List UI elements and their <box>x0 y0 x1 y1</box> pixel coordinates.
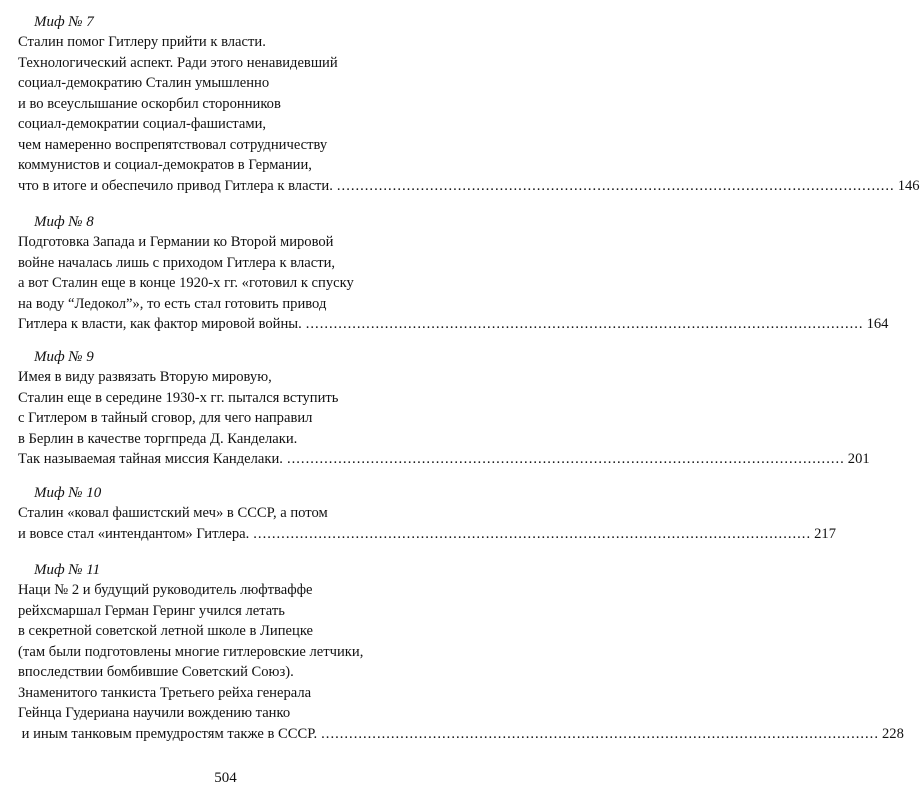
entry-line: Технологический аспект. Ради этого ненавидевший <box>18 54 338 71</box>
toc-entry-myth-7 <box>18 12 920 196</box>
entry-line: чем намеренно воспрепятствовал сотрудничеству <box>18 136 328 153</box>
entry-line: Подготовка Запада и Германии ко Второй мировой <box>18 234 334 250</box>
page-reference: 146 <box>897 177 920 194</box>
entry-line: коммунистов и социал-демократов в Германии, <box>18 157 312 173</box>
page-reference: 201 <box>847 451 870 467</box>
entry-line: Знаменитого танкиста Третьего рейха генерала <box>18 684 312 701</box>
entry-line: Так называемая тайная миссия Канделаки. <box>18 451 283 467</box>
entry-line: войне началась лишь с приходом Гитлера к власти, <box>18 254 336 271</box>
myth-title: Миф № 7 <box>34 14 94 30</box>
myth-title: Миф № 8 <box>34 214 94 230</box>
entry-line: Сталин еще в середине 1930-х гг. пытался вступить <box>18 389 339 406</box>
entry-last-line <box>18 176 920 197</box>
entry-line: и иным танковым премудростям также в СССР. <box>18 725 318 742</box>
entry-line: и во всеуслышание оскорбил сторонников <box>18 95 281 112</box>
toc-entry-myth-11 <box>18 560 904 744</box>
toc-entry-myth-9 <box>18 347 870 470</box>
entry-line: в секретной советской летной школе в Липецке <box>18 623 314 639</box>
entry-line: Гейнца Гудериана научили вождению танко <box>18 705 291 721</box>
dot-leader: ........................................................................................................................ <box>286 451 845 467</box>
entry-line: социал-демократию Сталин умышленно <box>18 75 270 91</box>
dot-leader: ........................................................................................................................ <box>253 525 812 542</box>
page-reference: 164 <box>866 316 889 332</box>
myth-title: Миф № 11 <box>34 562 101 578</box>
dot-leader: ........................................................................................................................ <box>305 316 864 332</box>
entry-line: и вовсе стал «интендантом» Гитлера. <box>18 525 250 542</box>
entry-line: в Берлин в качестве торгпреда Д. Канделаки. <box>18 430 298 447</box>
entry-line: с Гитлером в тайный сговор, для чего направил <box>18 410 313 426</box>
myth-title: Миф № 9 <box>34 349 94 365</box>
entry-line: а вот Сталин еще в конце 1920-х гг. «готовил к спуску <box>18 275 354 291</box>
toc-entry-myth-10 <box>18 483 836 544</box>
page-reference: 217 <box>814 525 836 542</box>
page-number: 504 <box>214 770 237 786</box>
entry-line: Сталин помог Гитлеру прийти к власти. <box>18 34 266 50</box>
myth-title: Миф № 10 <box>34 485 102 501</box>
entry-line: Сталин «ковал фашистский меч» в СССР, а потом <box>18 505 328 521</box>
entry-line: (там были подготовлены многие гитлеровские летчики, <box>18 643 364 660</box>
entry-line: социал-демократии социал-фашистами, <box>18 116 267 132</box>
entry-line: что в итоге и обеспечило привод Гитлера к власти. <box>18 177 333 194</box>
entry-last-line <box>18 449 870 470</box>
entry-line: рейхсмаршал Герман Геринг учился летать <box>18 602 285 619</box>
entry-line: впоследствии бомбившие Советский Союз). <box>18 664 294 680</box>
entry-last-line <box>18 314 889 335</box>
entry-line: Гитлера к власти, как фактор мировой войны. <box>18 316 302 332</box>
entry-last-line <box>18 524 836 545</box>
entry-last-line <box>18 724 904 745</box>
page-reference: 228 <box>881 725 904 742</box>
entry-line: Наци № 2 и будущий руководитель люфтваффе <box>18 582 313 598</box>
dot-leader: ........................................................................................................................ <box>336 177 895 194</box>
toc-entry-myth-8 <box>18 212 889 335</box>
entry-line: на воду “Ледокол”», то есть стал готовить привод <box>18 295 327 312</box>
dot-leader: ........................................................................................................................ <box>321 725 879 742</box>
entry-line: Имея в виду развязать Вторую мировую, <box>18 369 272 385</box>
